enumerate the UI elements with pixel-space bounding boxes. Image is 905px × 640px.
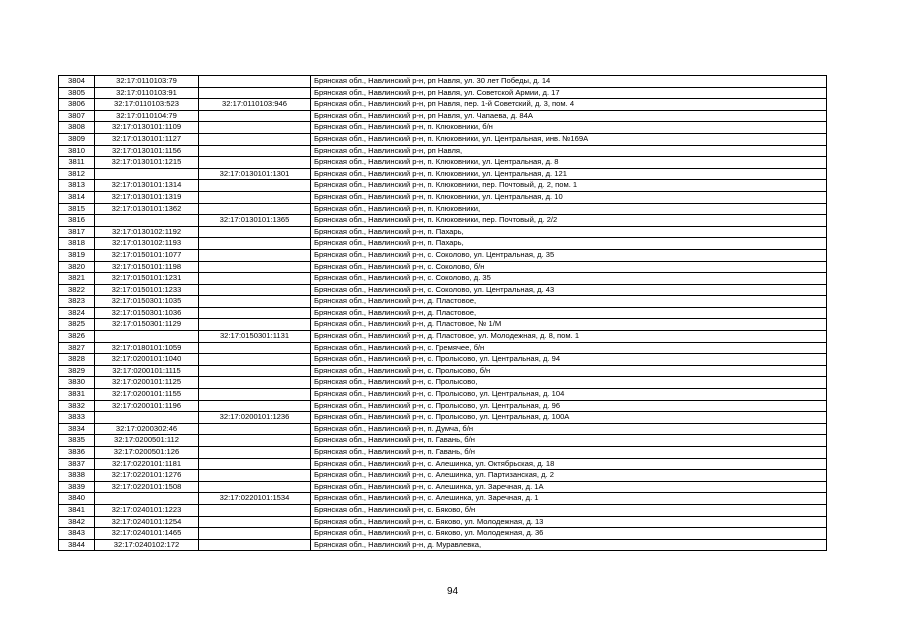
address-cell: Брянская обл., Навлинский р-н, рп Навля, ул. Чапаева, д. 84А bbox=[311, 110, 827, 122]
page-number: 94 bbox=[446, 586, 459, 597]
row-number-cell: 3843 bbox=[59, 528, 95, 540]
room-cadastral-number-cell bbox=[199, 76, 311, 88]
table-row bbox=[59, 133, 827, 145]
address-cell: Брянская обл., Навлинский р-н, п. Гавань, б/н bbox=[311, 435, 827, 447]
cadastral-number-cell: 32:17:0130101:1109 bbox=[95, 122, 199, 134]
table-row bbox=[59, 342, 827, 354]
address-cell: Брянская обл., Навлинский р-н, с. Алешинка, ул. Октябрьская, д. 18 bbox=[311, 458, 827, 470]
table-row bbox=[59, 145, 827, 157]
room-cadastral-number-cell bbox=[199, 284, 311, 296]
row-number-cell: 3804 bbox=[59, 76, 95, 88]
room-cadastral-number-cell bbox=[199, 133, 311, 145]
table-row bbox=[59, 284, 827, 296]
room-cadastral-number-cell bbox=[199, 145, 311, 157]
table-row bbox=[59, 76, 827, 88]
table-row bbox=[59, 528, 827, 540]
table-row bbox=[59, 226, 827, 238]
cadastral-number-cell: 32:17:0180101:1059 bbox=[95, 342, 199, 354]
room-cadastral-number-cell bbox=[199, 365, 311, 377]
row-number-cell: 3810 bbox=[59, 145, 95, 157]
cadastral-number-cell: 32:17:0130101:1319 bbox=[95, 191, 199, 203]
row-number-cell: 3826 bbox=[59, 331, 95, 343]
address-cell: Брянская обл., Навлинский р-н, с. Гремячее, б/н bbox=[311, 342, 827, 354]
cadastral-number-cell bbox=[95, 168, 199, 180]
room-cadastral-number-cell: 32:17:0200101:1236 bbox=[199, 412, 311, 424]
table-row bbox=[59, 470, 827, 482]
cadastral-number-cell: 32:17:0240102:172 bbox=[95, 539, 199, 551]
cadastral-number-cell: 32:17:0200101:1196 bbox=[95, 400, 199, 412]
address-cell: Брянская обл., Навлинский р-н, рп Навля, ул. Советской Армии, д. 17 bbox=[311, 87, 827, 99]
row-number-cell: 3805 bbox=[59, 87, 95, 99]
row-number-cell: 3831 bbox=[59, 389, 95, 401]
address-cell: Брянская обл., Навлинский р-н, п. Думча, б/н bbox=[311, 423, 827, 435]
table-row bbox=[59, 110, 827, 122]
address-cell: Брянская обл., Навлинский р-н, д. Муравлевка, bbox=[311, 539, 827, 551]
cadastral-number-cell: 32:17:0240101:1465 bbox=[95, 528, 199, 540]
room-cadastral-number-cell bbox=[199, 110, 311, 122]
address-cell: Брянская обл., Навлинский р-н, рп Навля, bbox=[311, 145, 827, 157]
row-number-cell: 3821 bbox=[59, 273, 95, 285]
room-cadastral-number-cell: 32:17:0130101:1301 bbox=[199, 168, 311, 180]
row-number-cell: 3817 bbox=[59, 226, 95, 238]
cadastral-number-cell: 32:17:0240101:1223 bbox=[95, 504, 199, 516]
room-cadastral-number-cell bbox=[199, 435, 311, 447]
cadastral-number-cell: 32:17:0220101:1181 bbox=[95, 458, 199, 470]
table-row bbox=[59, 215, 827, 227]
cadastral-number-cell bbox=[95, 215, 199, 227]
table-row bbox=[59, 504, 827, 516]
room-cadastral-number-cell bbox=[199, 539, 311, 551]
row-number-cell: 3837 bbox=[59, 458, 95, 470]
room-cadastral-number-cell bbox=[199, 504, 311, 516]
address-cell: Брянская обл., Навлинский р-н, п. Клюковники, bbox=[311, 203, 827, 215]
row-number-cell: 3844 bbox=[59, 539, 95, 551]
row-number-cell: 3838 bbox=[59, 470, 95, 482]
address-cell: Брянская обл., Навлинский р-н, п. Пахарь, bbox=[311, 226, 827, 238]
property-table bbox=[58, 75, 827, 551]
room-cadastral-number-cell bbox=[199, 307, 311, 319]
row-number-cell: 3833 bbox=[59, 412, 95, 424]
table-row bbox=[59, 400, 827, 412]
table-row bbox=[59, 273, 827, 285]
address-cell: Брянская обл., Навлинский р-н, д. Пластовое, bbox=[311, 296, 827, 308]
table-body bbox=[59, 76, 827, 551]
cadastral-number-cell: 32:17:0200101:1040 bbox=[95, 354, 199, 366]
address-cell: Брянская обл., Навлинский р-н, рп Навля, пер. 1-й Советский, д. 3, пом. 4 bbox=[311, 99, 827, 111]
room-cadastral-number-cell: 32:17:0110103:946 bbox=[199, 99, 311, 111]
cadastral-number-cell: 32:17:0150101:1231 bbox=[95, 273, 199, 285]
cadastral-number-cell: 32:17:0110103:523 bbox=[95, 99, 199, 111]
cadastral-number-cell: 32:17:0220101:1508 bbox=[95, 481, 199, 493]
cadastral-number-cell: 32:17:0110103:79 bbox=[95, 76, 199, 88]
row-number-cell: 3834 bbox=[59, 423, 95, 435]
room-cadastral-number-cell bbox=[199, 470, 311, 482]
address-cell: Брянская обл., Навлинский р-н, с. Пролысово, ул. Центральная, д. 100А bbox=[311, 412, 827, 424]
row-number-cell: 3836 bbox=[59, 447, 95, 459]
table-row bbox=[59, 481, 827, 493]
address-cell: Брянская обл., Навлинский р-н, д. Пластовое, № 1/М bbox=[311, 319, 827, 331]
address-cell: Брянская обл., Навлинский р-н, с. Соколово, д. 35 bbox=[311, 273, 827, 285]
cadastral-number-cell: 32:17:0200501:112 bbox=[95, 435, 199, 447]
table-row bbox=[59, 157, 827, 169]
cadastral-number-cell: 32:17:0150301:1036 bbox=[95, 307, 199, 319]
address-cell: Брянская обл., Навлинский р-н, с. Соколово, б/н bbox=[311, 261, 827, 273]
table-row bbox=[59, 435, 827, 447]
room-cadastral-number-cell bbox=[199, 87, 311, 99]
address-cell: Брянская обл., Навлинский р-н, с. Пролысово, ул. Центральная, д. 94 bbox=[311, 354, 827, 366]
room-cadastral-number-cell bbox=[199, 191, 311, 203]
cadastral-number-cell bbox=[95, 331, 199, 343]
cadastral-number-cell: 32:17:0130102:1193 bbox=[95, 238, 199, 250]
room-cadastral-number-cell bbox=[199, 296, 311, 308]
cadastral-number-cell: 32:17:0200501:126 bbox=[95, 447, 199, 459]
row-number-cell: 3835 bbox=[59, 435, 95, 447]
room-cadastral-number-cell: 32:17:0220101:1534 bbox=[199, 493, 311, 505]
row-number-cell: 3822 bbox=[59, 284, 95, 296]
table-row bbox=[59, 191, 827, 203]
cadastral-number-cell: 32:17:0150301:1129 bbox=[95, 319, 199, 331]
room-cadastral-number-cell bbox=[199, 354, 311, 366]
room-cadastral-number-cell bbox=[199, 342, 311, 354]
table-row bbox=[59, 539, 827, 551]
address-cell: Брянская обл., Навлинский р-н, рп Навля, ул. 30 лет Победы, д. 14 bbox=[311, 76, 827, 88]
table-row bbox=[59, 412, 827, 424]
room-cadastral-number-cell bbox=[199, 516, 311, 528]
row-number-cell: 3842 bbox=[59, 516, 95, 528]
table-row bbox=[59, 493, 827, 505]
cadastral-number-cell: 32:17:0200101:1115 bbox=[95, 365, 199, 377]
table-row bbox=[59, 319, 827, 331]
address-cell: Брянская обл., Навлинский р-н, п. Гавань, б/н bbox=[311, 447, 827, 459]
address-cell: Брянская обл., Навлинский р-н, п. Клюковники, пер. Почтовый, д. 2, пом. 1 bbox=[311, 180, 827, 192]
table-row bbox=[59, 377, 827, 389]
address-cell: Брянская обл., Навлинский р-н, с. Бяково, ул. Молодежная, д. 13 bbox=[311, 516, 827, 528]
room-cadastral-number-cell: 32:17:0150301:1131 bbox=[199, 331, 311, 343]
cadastral-number-cell: 32:17:0150101:1077 bbox=[95, 249, 199, 261]
row-number-cell: 3829 bbox=[59, 365, 95, 377]
table-row bbox=[59, 516, 827, 528]
table-row bbox=[59, 296, 827, 308]
room-cadastral-number-cell bbox=[199, 447, 311, 459]
address-cell: Брянская обл., Навлинский р-н, с. Алешинка, ул. Заречная, д. 1А bbox=[311, 481, 827, 493]
room-cadastral-number-cell bbox=[199, 319, 311, 331]
row-number-cell: 3811 bbox=[59, 157, 95, 169]
table-row bbox=[59, 307, 827, 319]
address-cell: Брянская обл., Навлинский р-н, с. Алешинка, ул. Заречная, д. 1 bbox=[311, 493, 827, 505]
address-cell: Брянская обл., Навлинский р-н, п. Клюковники, ул. Центральная, д. 8 bbox=[311, 157, 827, 169]
room-cadastral-number-cell: 32:17:0130101:1365 bbox=[199, 215, 311, 227]
cadastral-number-cell: 32:17:0200101:1125 bbox=[95, 377, 199, 389]
row-number-cell: 3816 bbox=[59, 215, 95, 227]
room-cadastral-number-cell bbox=[199, 261, 311, 273]
table-row bbox=[59, 180, 827, 192]
table-row bbox=[59, 203, 827, 215]
table-row bbox=[59, 389, 827, 401]
table-row bbox=[59, 354, 827, 366]
row-number-cell: 3830 bbox=[59, 377, 95, 389]
cadastral-number-cell: 32:17:0130101:1215 bbox=[95, 157, 199, 169]
row-number-cell: 3823 bbox=[59, 296, 95, 308]
room-cadastral-number-cell bbox=[199, 226, 311, 238]
cadastral-number-cell: 32:17:0110104:79 bbox=[95, 110, 199, 122]
table-row bbox=[59, 447, 827, 459]
table-row bbox=[59, 238, 827, 250]
address-cell: Брянская обл., Навлинский р-н, п. Клюковники, ул. Центральная, д. 10 bbox=[311, 191, 827, 203]
room-cadastral-number-cell bbox=[199, 377, 311, 389]
row-number-cell: 3820 bbox=[59, 261, 95, 273]
row-number-cell: 3818 bbox=[59, 238, 95, 250]
address-cell: Брянская обл., Навлинский р-н, д. Пластовое, ул. Молодежная, д. 8, пом. 1 bbox=[311, 331, 827, 343]
address-cell: Брянская обл., Навлинский р-н, с. Пролысово, bbox=[311, 377, 827, 389]
table-row bbox=[59, 331, 827, 343]
cadastral-number-cell: 32:17:0150101:1198 bbox=[95, 261, 199, 273]
room-cadastral-number-cell bbox=[199, 203, 311, 215]
row-number-cell: 3812 bbox=[59, 168, 95, 180]
cadastral-number-cell: 32:17:0220101:1276 bbox=[95, 470, 199, 482]
room-cadastral-number-cell bbox=[199, 122, 311, 134]
row-number-cell: 3840 bbox=[59, 493, 95, 505]
row-number-cell: 3809 bbox=[59, 133, 95, 145]
cadastral-number-cell: 32:17:0110103:91 bbox=[95, 87, 199, 99]
row-number-cell: 3813 bbox=[59, 180, 95, 192]
room-cadastral-number-cell bbox=[199, 389, 311, 401]
cadastral-number-cell: 32:17:0130102:1192 bbox=[95, 226, 199, 238]
room-cadastral-number-cell bbox=[199, 423, 311, 435]
cadastral-number-cell: 32:17:0150301:1035 bbox=[95, 296, 199, 308]
row-number-cell: 3806 bbox=[59, 99, 95, 111]
address-cell: Брянская обл., Навлинский р-н, с. Пролысово, б/н bbox=[311, 365, 827, 377]
room-cadastral-number-cell bbox=[199, 458, 311, 470]
row-number-cell: 3827 bbox=[59, 342, 95, 354]
cadastral-number-cell: 32:17:0200302:46 bbox=[95, 423, 199, 435]
cadastral-number-cell: 32:17:0200101:1155 bbox=[95, 389, 199, 401]
address-cell: Брянская обл., Навлинский р-н, с. Соколово, ул. Центральная, д. 35 bbox=[311, 249, 827, 261]
cadastral-number-cell: 32:17:0130101:1156 bbox=[95, 145, 199, 157]
row-number-cell: 3814 bbox=[59, 191, 95, 203]
address-cell: Брянская обл., Навлинский р-н, п. Пахарь, bbox=[311, 238, 827, 250]
row-number-cell: 3807 bbox=[59, 110, 95, 122]
row-number-cell: 3841 bbox=[59, 504, 95, 516]
room-cadastral-number-cell bbox=[199, 157, 311, 169]
table-row bbox=[59, 122, 827, 134]
address-cell: Брянская обл., Навлинский р-н, п. Клюковники, пер. Почтовый, д. 2/2 bbox=[311, 215, 827, 227]
address-cell: Брянская обл., Навлинский р-н, п. Клюковники, ул. Центральная, д. 121 bbox=[311, 168, 827, 180]
address-cell: Брянская обл., Навлинский р-н, с. Алешинка, ул. Партизанская, д. 2 bbox=[311, 470, 827, 482]
row-number-cell: 3828 bbox=[59, 354, 95, 366]
cadastral-number-cell: 32:17:0130101:1362 bbox=[95, 203, 199, 215]
table-row bbox=[59, 458, 827, 470]
address-cell: Брянская обл., Навлинский р-н, с. Пролысово, ул. Центральная, д. 96 bbox=[311, 400, 827, 412]
address-cell: Брянская обл., Навлинский р-н, д. Пластовое, bbox=[311, 307, 827, 319]
cadastral-number-cell: 32:17:0130101:1127 bbox=[95, 133, 199, 145]
room-cadastral-number-cell bbox=[199, 481, 311, 493]
address-cell: Брянская обл., Навлинский р-н, с. Пролысово, ул. Центральная, д. 104 bbox=[311, 389, 827, 401]
room-cadastral-number-cell bbox=[199, 249, 311, 261]
table-row bbox=[59, 365, 827, 377]
table-row bbox=[59, 423, 827, 435]
address-cell: Брянская обл., Навлинский р-н, с. Бяково, ул. Молодежная, д. 36 bbox=[311, 528, 827, 540]
cadastral-number-cell: 32:17:0150101:1233 bbox=[95, 284, 199, 296]
address-cell: Брянская обл., Навлинский р-н, с. Соколово, ул. Центральная, д. 43 bbox=[311, 284, 827, 296]
row-number-cell: 3815 bbox=[59, 203, 95, 215]
address-cell: Брянская обл., Навлинский р-н, п. Клюковники, ул. Центральная, инв. №169А bbox=[311, 133, 827, 145]
cadastral-number-cell bbox=[95, 412, 199, 424]
room-cadastral-number-cell bbox=[199, 180, 311, 192]
table-row bbox=[59, 261, 827, 273]
row-number-cell: 3824 bbox=[59, 307, 95, 319]
cadastral-number-cell bbox=[95, 493, 199, 505]
row-number-cell: 3819 bbox=[59, 249, 95, 261]
table-row bbox=[59, 249, 827, 261]
row-number-cell: 3825 bbox=[59, 319, 95, 331]
table-row bbox=[59, 99, 827, 111]
room-cadastral-number-cell bbox=[199, 238, 311, 250]
cadastral-number-cell: 32:17:0240101:1254 bbox=[95, 516, 199, 528]
room-cadastral-number-cell bbox=[199, 273, 311, 285]
table-row bbox=[59, 168, 827, 180]
row-number-cell: 3839 bbox=[59, 481, 95, 493]
room-cadastral-number-cell bbox=[199, 400, 311, 412]
address-cell: Брянская обл., Навлинский р-н, п. Клюковники, б/н bbox=[311, 122, 827, 134]
row-number-cell: 3832 bbox=[59, 400, 95, 412]
room-cadastral-number-cell bbox=[199, 528, 311, 540]
cadastral-number-cell: 32:17:0130101:1314 bbox=[95, 180, 199, 192]
row-number-cell: 3808 bbox=[59, 122, 95, 134]
table-row bbox=[59, 87, 827, 99]
address-cell: Брянская обл., Навлинский р-н, с. Бяково, б/н bbox=[311, 504, 827, 516]
